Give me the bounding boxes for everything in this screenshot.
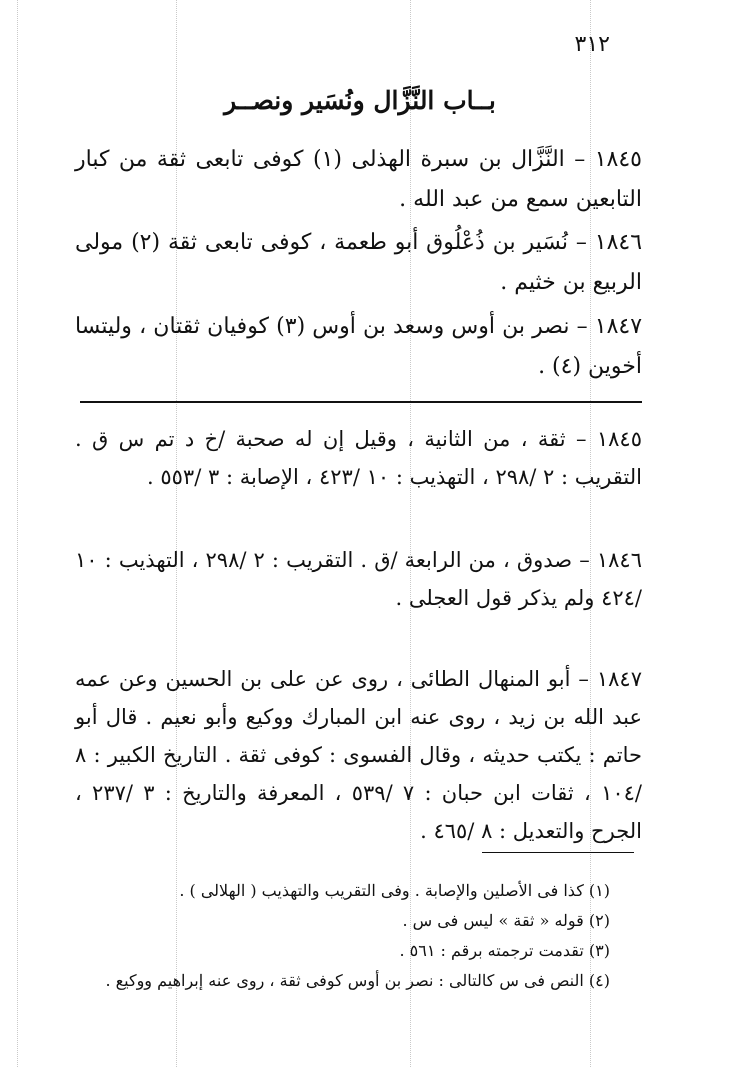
entry-dash: – [576, 314, 588, 339]
entry-number: ١٨٤٥ [594, 147, 642, 172]
entry-1847 [75, 307, 642, 387]
note-1846 [75, 541, 642, 617]
entry-text: نُسَير بن ذُعْلُوق أبو طعمة ، كوفى تابعى ثقة (٢) مولى الربيع بن خثيم . [75, 230, 642, 295]
note-dash: – [576, 427, 587, 451]
entry-text: نصر بن أوس وسعد بن أوس (٣) كوفيان ثقتان ، وليتسا أخوين (٤) . [75, 314, 642, 379]
note-text: صدوق ، من الرابعة /ق . التقريب : ٢ /٢٩٨ ، التهذيب : ١٠ /٤٢٤ ولم يذكر قول العجلى . [75, 548, 642, 610]
entry-text: النَّزَّال بن سبرة الهذلى (١) كوفى تابعى ثقة من كبار التابعين سمع من عبد الله . [75, 147, 642, 212]
footnote-2: (٢) قوله « ثقة » ليس فى س . [402, 911, 610, 930]
page-number: ٣١٢ [574, 32, 610, 57]
note-dash: – [579, 548, 590, 572]
entry-dash: – [575, 230, 587, 255]
entry-1846 [75, 223, 642, 303]
note-number: ١٨٤٦ [596, 548, 642, 572]
footnote-3: (٣) تقدمت ترجمته برقم : ٥٦١ . [399, 941, 610, 960]
footnote-1: (١) كذا فى الأصلين والإصابة . وفى التقريب والتهذيب ( الهلالى ) . [179, 881, 610, 900]
footnote-divider [482, 852, 634, 853]
note-1845 [75, 420, 642, 496]
entry-number: ١٨٤٧ [594, 314, 643, 339]
section-divider [80, 401, 642, 403]
note-number: ١٨٤٥ [596, 427, 642, 451]
note-dash: – [578, 667, 589, 691]
note-text: ثقة ، من الثانية ، وقيل إن له صحبة /خ د تم س ق . التقريب : ٢ /٢٩٨ ، التهذيب : ١٠ /٤٢٣ ، الإصابة : ٣ /٥٥٣ . [75, 427, 642, 489]
scan-noise-line [17, 0, 18, 1067]
entry-1845 [75, 140, 642, 220]
entry-dash: – [574, 147, 586, 172]
chapter-title: بــاب النَّزَّال ونُسَير ونصــر [224, 86, 496, 115]
entry-number: ١٨٤٦ [594, 230, 643, 255]
note-number: ١٨٤٧ [596, 667, 642, 691]
footnotes [90, 876, 610, 996]
note-text: أبو المنهال الطائى ، روى عن على بن الحسين وعن عمه عبد الله بن زيد ، روى عنه ابن المبارك ووكيع وأبو نعيم . قال أبو حاتم : يكتب حديثه ، وقال الفسوى : كوفى ثقة . التاريخ الكبير : ٨ /١٠٤ ، ثقات ابن حبان : ٧ /٥٣٩ ، المعرفة والتاريخ : ٣ /٢٣٧ ، الجرح والتعديل : ٨ /٤٦٥ . [75, 667, 642, 843]
note-1847 [75, 660, 642, 850]
footnote-4: (٤) النص فى س كالتالى : نصر بن أوس كوفى ثقة ، روى عنه إبراهيم ووكيع . [105, 971, 610, 990]
